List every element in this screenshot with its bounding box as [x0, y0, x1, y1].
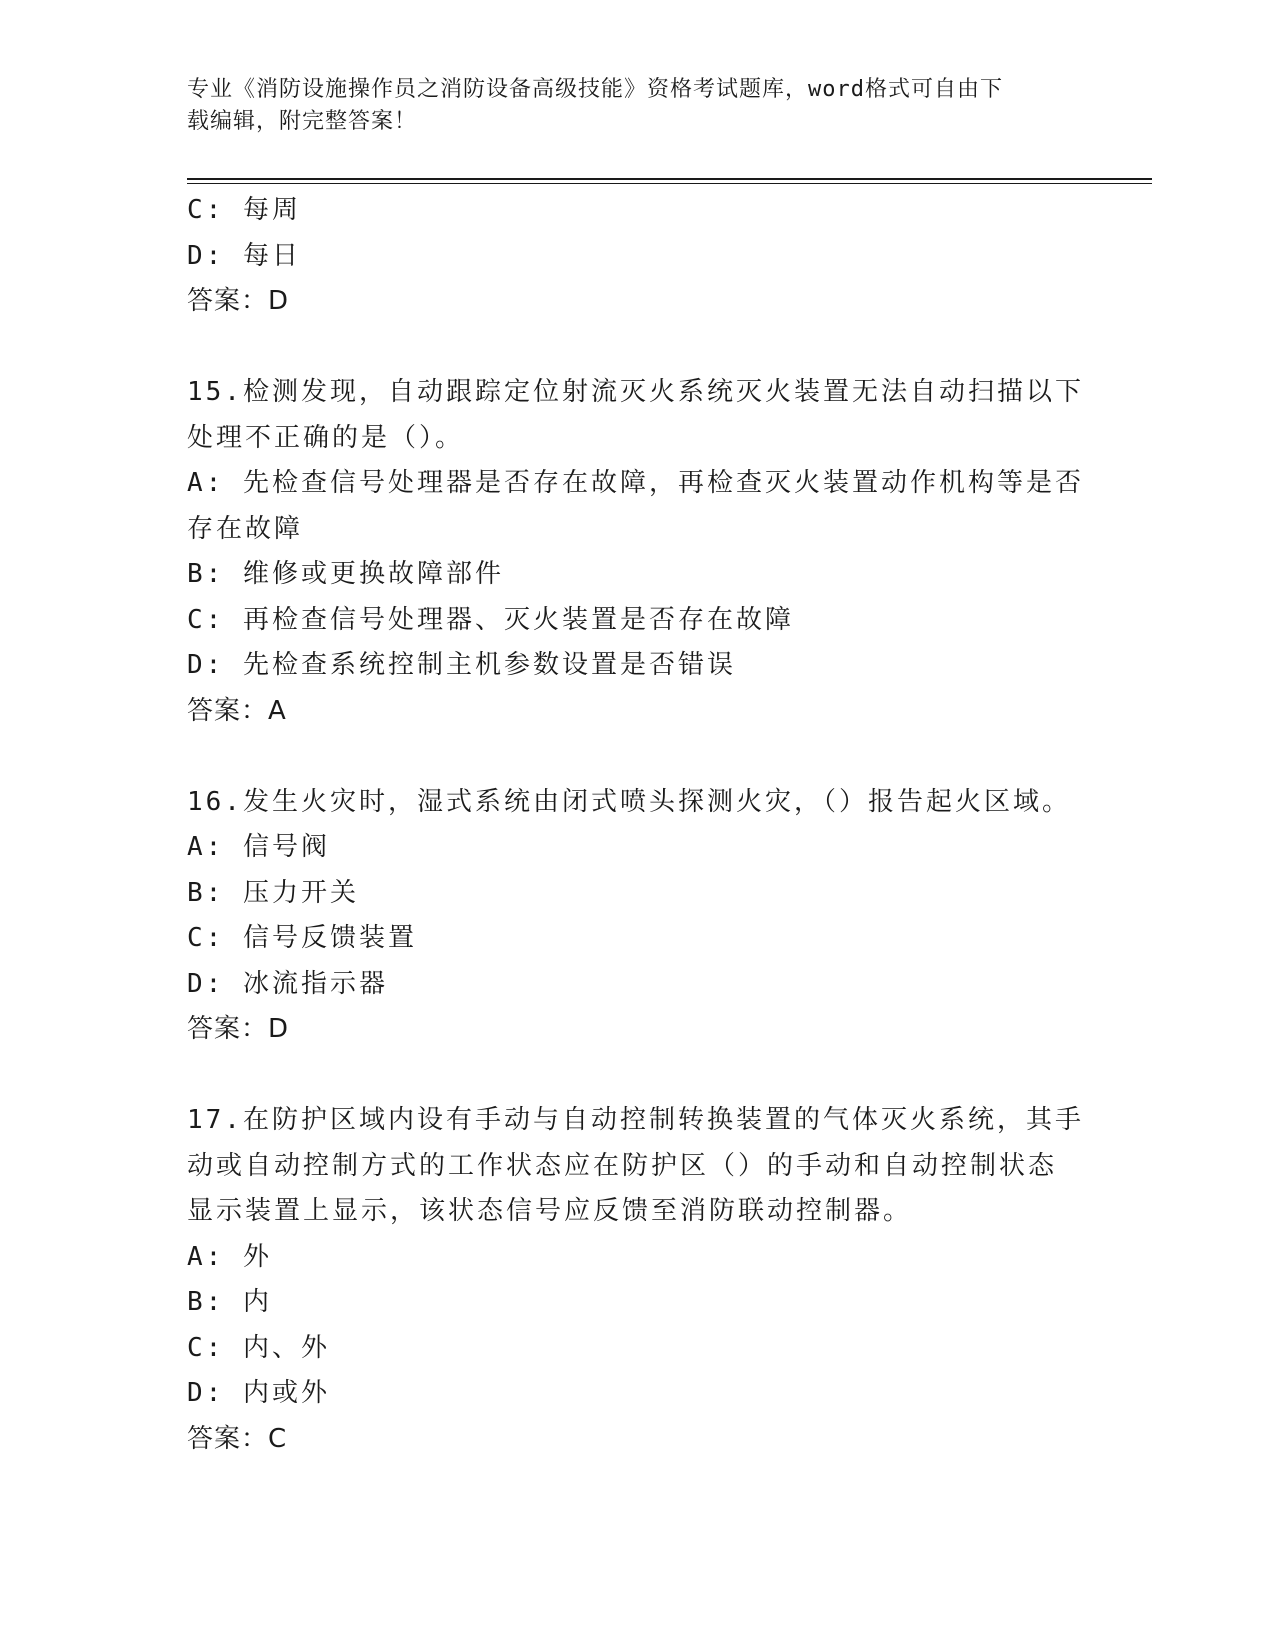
question-stem-line: 15.检测发现，自动跟踪定位射流灭火系统灭火装置无法自动扫描以下 [187, 377, 1084, 407]
spacer [187, 325, 1087, 371]
option-d: D: 冰流指示器 [187, 968, 388, 999]
answer: 答案：A [187, 695, 287, 726]
answer: 答案：D [187, 1014, 290, 1044]
option-c: C: 再检查信号处理器、灭火装置是否存在故障 [187, 604, 794, 635]
question-16 [187, 780, 1087, 1053]
question-14-tail [187, 188, 1087, 325]
question-stem-line: 显示装置上显示，该状态信号应反馈至消防联动控制器。 [187, 1196, 913, 1226]
question-stem-line: 17.在防护区域内设有手动与自动控制转换装置的气体灭火系统，其手 [187, 1105, 1084, 1135]
header-line-1: 专业《消防设施操作员之消防设备高级技能》资格考试题库，word格式可自由下 [187, 77, 1003, 102]
option-b: B: 压力开关 [187, 877, 359, 908]
option-d: D: 先检查系统控制主机参数设置是否错误 [187, 650, 736, 680]
question-stem-line: 处理不正确的是（）。 [187, 422, 465, 453]
option-a: A: 信号阀 [187, 832, 330, 862]
option-c: C: 每周 [187, 195, 301, 225]
spacer [187, 734, 1087, 780]
question-stem-line: 16.发生火灾时，湿式系统由闭式喷头探测火灾，（）报告起火区域。 [187, 786, 1071, 817]
question-stem-line: 动或自动控制方式的工作状态应在防护区（）的手动和自动控制状态 [187, 1150, 1058, 1181]
option-b: B: 维修或更换故障部件 [187, 559, 504, 589]
answer: 答案：C [187, 1423, 288, 1454]
spacer [187, 1053, 1087, 1099]
option-c: C: 内、外 [187, 1332, 330, 1363]
document-body [187, 188, 1087, 1462]
question-15 [187, 370, 1087, 734]
option-b: B: 内 [187, 1287, 272, 1317]
answer: 答案：D [187, 286, 290, 316]
page-header [187, 74, 1067, 138]
option-d: D: 内或外 [187, 1378, 330, 1408]
header-divider [187, 178, 1152, 184]
header-line-2: 载编辑，附完整答案！ [187, 109, 418, 134]
option-d: D: 每日 [187, 240, 301, 271]
option-a: A: 外 [187, 1241, 272, 1272]
option-a-continued: 存在故障 [187, 513, 304, 544]
option-a: A: 先检查信号处理器是否存在故障，再检查灭火装置动作机构等是否 [187, 468, 1084, 498]
option-c: C: 信号反馈装置 [187, 923, 417, 953]
question-17 [187, 1098, 1087, 1462]
